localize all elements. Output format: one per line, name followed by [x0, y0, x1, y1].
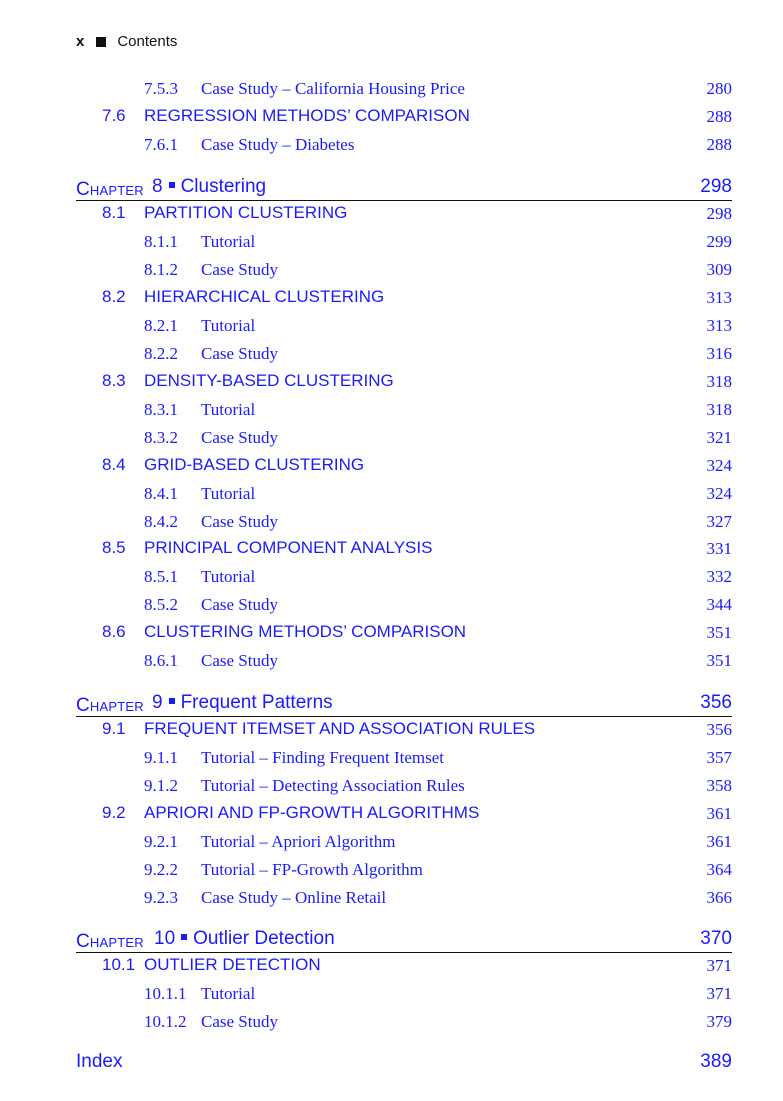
toc-entry-page: 280 [706, 79, 732, 98]
square-bullet-icon [169, 182, 175, 188]
toc-entry-title: Case Study [201, 1012, 278, 1031]
chapter-title [154, 928, 335, 950]
toc-entry-page: 332 [706, 567, 732, 586]
toc-chapter-8[interactable] [76, 176, 732, 201]
toc-entry-title: Tutorial [201, 316, 256, 335]
toc-entry-page: 321 [706, 428, 732, 447]
toc-entry-page: 299 [706, 232, 732, 251]
toc-entry-8-4-2[interactable] [76, 511, 732, 535]
toc-entry-page: 318 [706, 372, 732, 391]
toc-entry-page: 379 [706, 1012, 732, 1031]
chapter-title [152, 176, 266, 198]
chapter-number: 8 [152, 176, 163, 197]
toc-entry-page: 313 [706, 288, 732, 307]
toc-entry-title: CLUSTERING METHODS’ COMPARISON [144, 622, 467, 641]
toc-entry-number: 9.1 [102, 719, 126, 738]
toc-entry-number: 10.1 [102, 955, 136, 974]
toc-entry-number: 9.1.2 [144, 776, 178, 795]
toc-entry-title: HIERARCHICAL CLUSTERING [144, 287, 385, 306]
toc-entry-10-1-1[interactable] [76, 983, 732, 1007]
toc-entry-page: 351 [706, 651, 732, 670]
toc-entry-page: 324 [706, 484, 732, 503]
toc-entry-title: OUTLIER DETECTION [144, 955, 321, 974]
toc-entry-8-1-2[interactable] [76, 259, 732, 283]
toc-entry-page: 298 [706, 204, 732, 223]
toc-entry-page: 309 [706, 260, 732, 279]
square-bullet-icon [96, 37, 106, 47]
toc-entry-number: 8.4 [102, 455, 126, 474]
toc-entry-page: 358 [706, 776, 732, 795]
toc-entry-title: Case Study [201, 512, 278, 531]
toc-entry-title: Case Study [201, 344, 278, 363]
toc-index[interactable] [76, 1051, 732, 1075]
toc-entry-number: 8.1.1 [144, 232, 178, 251]
toc-entry-title: Tutorial [201, 232, 256, 251]
toc-entry-number: 9.2.3 [144, 888, 178, 907]
toc-entry-page: 288 [706, 135, 732, 154]
toc-entry-number: 8.6 [102, 622, 126, 641]
toc-entry-number: 9.1.1 [144, 748, 178, 767]
toc-entry-page: 327 [706, 512, 732, 531]
toc-entry-8-3-2[interactable] [76, 427, 732, 451]
toc-entry-page: 356 [706, 720, 732, 739]
toc-entry-8-4-1[interactable] [76, 483, 732, 507]
chapter-label: CHAPTER [76, 179, 144, 200]
toc-entry-8-2-1[interactable] [76, 315, 732, 339]
toc-entry-page: 313 [706, 316, 732, 335]
toc-entry-number: 8.4.1 [144, 484, 178, 503]
toc-entry-page: 324 [706, 456, 732, 475]
toc-entry-8-3[interactable] [76, 371, 732, 395]
chapter-number: 10 [154, 928, 176, 949]
toc-chapter-9[interactable] [76, 692, 732, 717]
toc-entry-number: 8.3.1 [144, 400, 178, 419]
toc-entry-title: Tutorial – Detecting Association Rules [201, 776, 465, 795]
running-header-title: Contents [117, 33, 178, 50]
toc-entry-10-1[interactable] [76, 955, 732, 979]
page-number: x [76, 33, 85, 50]
toc-entry-number: 8.4.2 [144, 512, 178, 531]
toc-entry-page: 318 [706, 400, 732, 419]
toc-entry-8-5-2[interactable] [76, 594, 732, 618]
toc-chapter-10[interactable] [76, 928, 732, 953]
toc-entry-number: 8.3.2 [144, 428, 178, 447]
toc-entry-page: 344 [706, 595, 732, 614]
running-header [76, 33, 177, 50]
toc-entry-number: 10.1.1 [144, 984, 187, 1003]
toc-entry-number: 7.5.3 [144, 79, 178, 98]
toc-entry-title: PARTITION CLUSTERING [144, 203, 348, 222]
toc-entry-number: 8.1 [102, 203, 126, 222]
chapter-name: Clustering [180, 176, 267, 197]
chapter-label: CHAPTER [76, 695, 144, 716]
toc-entry-title: APRIORI AND FP-GROWTH ALGORITHMS [144, 803, 480, 822]
toc-entry-number: 9.2.2 [144, 860, 178, 879]
index-page: 389 [700, 1051, 732, 1072]
chapter-page: 298 [700, 176, 732, 197]
toc-entry-title: Case Study [201, 651, 278, 670]
toc-entry-number: 8.6.1 [144, 651, 178, 670]
toc-entry-title: Case Study – Diabetes [201, 135, 355, 154]
toc-entry-10-1-2[interactable] [76, 1011, 732, 1035]
toc-entry-page: 351 [706, 623, 732, 642]
toc-entry-number: 8.1.2 [144, 260, 178, 279]
toc-entry-8-1[interactable] [76, 203, 732, 227]
square-bullet-icon [181, 934, 187, 940]
toc-entry-title: Tutorial – Apriori Algorithm [201, 832, 396, 851]
toc-entry-title: Case Study [201, 428, 278, 447]
toc-entry-title: Tutorial [201, 400, 256, 419]
chapter-page: 370 [700, 928, 732, 949]
toc-entry-page: 371 [706, 984, 732, 1003]
toc-entry-number: 9.2 [102, 803, 126, 822]
toc-entry-8-2-2[interactable] [76, 343, 732, 367]
toc-entry-number: 8.2.1 [144, 316, 178, 335]
toc-entry-number: 9.2.1 [144, 832, 178, 851]
chapter-number: 9 [152, 692, 163, 713]
toc-entry-9-2-1[interactable] [76, 831, 732, 855]
toc-entry-title: Case Study [201, 260, 278, 279]
toc-entry-number: 8.2.2 [144, 344, 178, 363]
toc-entry-number: 8.5.2 [144, 595, 178, 614]
toc-entry-9-1-1[interactable] [76, 747, 732, 771]
toc-entry-title: Case Study – California Housing Price [201, 79, 465, 98]
toc-entry-title: REGRESSION METHODS’ COMPARISON [144, 106, 470, 125]
toc-entry-title: GRID-BASED CLUSTERING [144, 455, 365, 474]
chapter-page: 356 [700, 692, 732, 713]
toc-entry-8-5-1[interactable] [76, 566, 732, 590]
toc-entry-7-5-3[interactable] [76, 78, 732, 102]
toc-entry-title: DENSITY-BASED CLUSTERING [144, 371, 394, 390]
toc-entry-8-5[interactable] [76, 538, 732, 562]
toc-entry-page: 316 [706, 344, 732, 363]
toc-entry-page: 331 [706, 539, 732, 558]
toc-entry-title: Case Study [201, 595, 278, 614]
toc-entry-number: 8.3 [102, 371, 126, 390]
chapter-name: Frequent Patterns [180, 692, 333, 713]
toc-entry-page: 361 [706, 804, 732, 823]
toc-entry-page: 366 [706, 888, 732, 907]
toc-entry-title: Tutorial [201, 984, 256, 1003]
toc-entry-title: Tutorial – FP-Growth Algorithm [201, 860, 423, 879]
toc-entry-title: Tutorial [201, 567, 256, 586]
chapter-title [152, 692, 333, 714]
toc-entry-number: 8.5 [102, 538, 126, 557]
chapter-name: Outlier Detection [193, 928, 335, 949]
toc-entry-9-2[interactable] [76, 803, 732, 827]
toc-entry-page: 371 [706, 956, 732, 975]
toc-entry-8-1-1[interactable] [76, 231, 732, 255]
toc-entry-page: 288 [706, 107, 732, 126]
toc-entry-9-2-2[interactable] [76, 859, 732, 883]
toc-entry-title: PRINCIPAL COMPONENT ANALYSIS [144, 538, 433, 557]
chapter-label: CHAPTER [76, 931, 144, 952]
toc-entry-title: FREQUENT ITEMSET AND ASSOCIATION RULES [144, 719, 536, 738]
toc-entry-8-4[interactable] [76, 455, 732, 479]
toc-entry-number: 8.5.1 [144, 567, 178, 586]
toc-entry-page: 357 [706, 748, 732, 767]
toc-entry-title: Tutorial [201, 484, 256, 503]
toc-entry-9-1-2[interactable] [76, 775, 732, 799]
toc-entry-9-1[interactable] [76, 719, 732, 743]
toc-entry-page: 361 [706, 832, 732, 851]
toc-entry-number: 7.6 [102, 106, 126, 125]
index-title: Index [76, 1051, 123, 1072]
toc-entry-title: Case Study – Online Retail [201, 888, 387, 907]
toc-entry-7-6[interactable] [76, 106, 732, 130]
toc-entry-number: 8.2 [102, 287, 126, 306]
toc-entry-number: 10.1.2 [144, 1012, 187, 1031]
toc-entry-title: Tutorial – Finding Frequent Itemset [201, 748, 445, 767]
toc-entry-9-2-3[interactable] [76, 887, 732, 911]
toc-entry-number: 7.6.1 [144, 135, 178, 154]
square-bullet-icon [169, 698, 175, 704]
toc-entry-8-2[interactable] [76, 287, 732, 311]
toc-entry-8-6[interactable] [76, 622, 732, 646]
toc-entry-8-3-1[interactable] [76, 399, 732, 423]
toc-entry-8-6-1[interactable] [76, 650, 732, 674]
toc-entry-7-6-1[interactable] [76, 134, 732, 158]
toc-entry-page: 364 [706, 860, 732, 879]
